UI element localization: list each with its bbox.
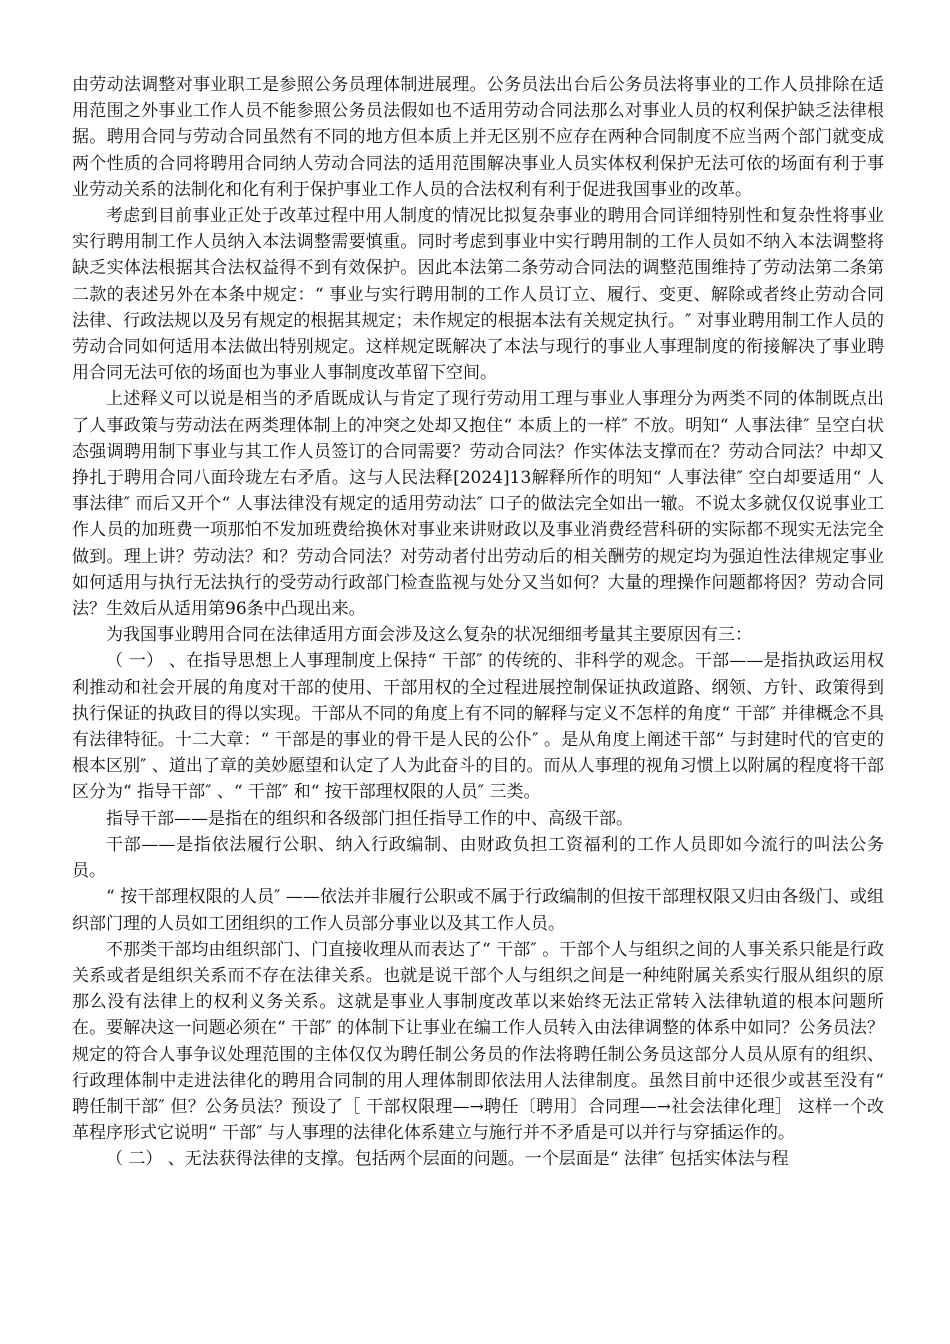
paragraph-considerations: 考虑到目前事业正处于改革过程中用人制度的情况比拟复杂事业的聘用合同详细特别性和复杂性将事业实行聘用制工作人员纳入本法调整需要慎重。同时考虑到事业中实行聘用制的工作人员如不纳入本法调整将缺乏实体法根据其合法权益得不到有效保护。因此本法第二条劳动合同法的调整范围维持了劳动法第二条第二款的表述另外在本条中规定：“ 事业与实行聘用制的工作人员订立、履行、变更、解除或者终止劳动合同法律、行政法规以及另有规定的根据其规定；未作规定的根据本法有关规定执行。″ 对事业聘用制工作人员的劳动合同如何适用本法做出特别规定。这样规定既解决了本法与现行的事业人事理制度的衔接解决了事业聘用合同无法可依的场面也为事业人事制度改革留下空间。 (72, 206, 884, 384)
paragraph-reason-two: （ 二） 、无法获得法律的支撑。包括两个层面的问题。一个层面是“ 法律″ 包括实体法与程 (106, 1149, 789, 1170)
paragraph-cadre-definition: 干部——是指依法履行公职、纳入行政编制、由财政负担工资福利的工作人员即如今流行的叫法公务员。 (72, 834, 884, 882)
paragraph-managed-personnel-definition: “ 按干部理权限的人员″ ——依法并非履行公职或不属于行政编制的但按干部理权限又归由各级门、或组织部门理的人员如工团组织的工作人员部分事业以及其工作人员。 (72, 887, 884, 934)
paragraph-continued: 由劳动法调整对事业职工是参照公务员理体制进展理。公务员法出台后公务员法将事业的工作人员排除在适用范围之外事业工作人员不能参照公务员法假如也不适用劳动合同法那么对事业人员的权利保护缺乏法律根据。聘用合同与劳动合同虽然有不同的地方但本质上并无区别不应存在两种合同制度不应当两个部门就变成两个性质的合同将聘用合同纳人劳动合同法的适用范围解决事业人员实体权利保护无法可依的场面有利于事业劳动关系的法制化和化有利于保护事业工作人员的合法权利有利于促进我国事业的改革。 (72, 75, 884, 200)
paragraph-contradiction-analysis: 上述释义可以说是相当的矛盾既成认与肯定了现行劳动用工理与事业人事理分为两类不同的体制既点出了人事政策与劳动法在两类理体制上的冲突之处却又抱住“ 本质上的一样″ 不放。明知“ 人事法律″ 呈空白状态强调聘用制下事业与其工作人员签订的合同需要？劳动合同法？作实体法支撑而在？劳动合同法？中却又挣扎于聘用合同八面玲珑左右矛盾。这与人民法释[2024]13解释所作的明知“ 人事法律″ 空白却要适用“ 人事法律″ 而后又开个“ 人事法律没有规定的适用劳动法″ 口子的做法完全如出一辙。不说太多就仅仅说事业工作人员的加班费一项那怕不发加班费给换休对事业来讲财政以及事业消费经营科研的实际都不现实无法完全做到。理上讲？劳动法？和？劳动合同法？对劳动者付出劳动后的相关酬劳的规定均为强迫性法律规定事业如何适用与执行无法执行的受劳动行政部门检查监视与处分又当如何？大量的理操作问题都将因？劳动合同法？生效后从适用第96条中凸现出来。 (72, 389, 884, 620)
paragraph-reasons-intro: 为我国事业聘用合同在法律适用方面会涉及这么复杂的状况细细考量其主要原因有三： (106, 625, 752, 646)
paragraph-leading-cadre-definition: 指导干部——是指在的组织和各级部门担任指导工作的中、高级干部。 (106, 808, 633, 829)
paragraph-personnel-relations: 不那类干部均由组织部门、门直接收理从而表达了“ 干部″ 。干部个人与组织之间的人事关系只能是行政关系或者是组织关系而不存在法律关系。也就是说干部个人与组织之间是一种纯附属关系实行服从组织的原那么没有法律上的权利义务关系。这就是事业人事制度改革以来始终无法正常转入法律轨道的根本问题所在。要解决这一问题必须在“ 干部″ 的体制下让事业在编工作人员转入由法律调整的体系中如同？公务员法？规定的符合人事争议处理范围的主体仅仅为聘任制公务员的作法将聘任制公务员这部分人员从原有的组织、行政理体制中走进法律化的聘用合同制的用人理体制即依法用人法律制度。虽然目前中还很少或甚至没有“ 聘任制干部″ 但？公务员法？预设了［ 干部权限理—→聘任〔聘用〕合同理—→社会法律化理］ 这样一个改革程序形式它说明“ 干部″ 与人事理的法律化体系建立与施行并不矛盾是可以并行与穿插运作的。 (72, 939, 884, 1144)
document-page (72, 72, 884, 1173)
paragraph-reason-one: （ 一） 、在指导思想上人事理制度上保持“ 干部″ 的传统的、非科学的观念。干部——是指执政运用权利推动和社会开展的角度对干部的使用、干部用权的全过程进展控制保证执政道路、纲领、方针、政策得到执行保证的执政目的得以实现。干部从不同的角度上有不同的解释与定义不怎样的角度“ 干部″ 并律概念不具有法律特征。十二大章：“ 干部是的事业的骨干是人民的公仆″ 。是从角度上阐述干部“ 与封建时代的官吏的根本区别″ 、道出了章的美妙愿望和认定了人为此奋斗的目的。而从人事理的视角习惯上以附属的程度将干部区分为“ 指导干部″ 、“ 干部″ 和“ 按干部理权限的人员″ 三类。 (72, 651, 884, 803)
